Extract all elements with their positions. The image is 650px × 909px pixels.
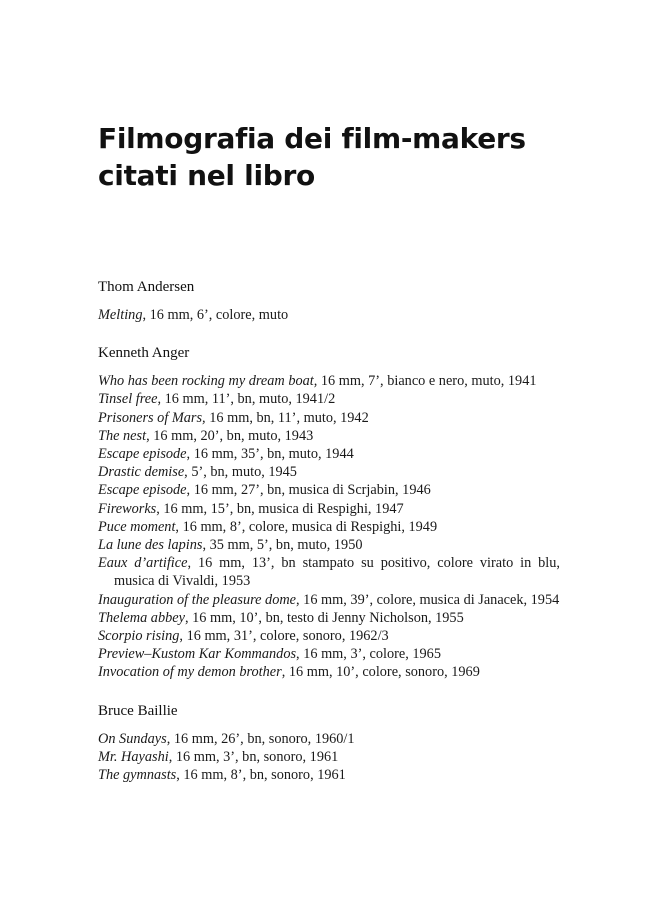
page-title (98, 120, 618, 194)
film-entry (98, 554, 560, 590)
film-details: , 5’, bn, muto, 1945 (184, 464, 297, 481)
film-entry (98, 518, 560, 536)
film-details: , 16 mm, 39’, colore, musica di Janacek, 1954 (296, 591, 560, 608)
film-title: On Sundays (98, 730, 167, 747)
film-title: Escape episode (98, 446, 187, 463)
film-entry (98, 730, 560, 748)
film-title: Tinsel free (98, 391, 158, 408)
film-details: , 16 mm, 10’, colore, sonoro, 1969 (281, 664, 480, 681)
director-name: Bruce Baillie (98, 702, 178, 719)
film-details: , 16 mm, 15’, bn, musica di Respighi, 1947 (156, 500, 404, 517)
director-section (98, 344, 560, 681)
film-title: Mr. Hayashi (98, 748, 169, 765)
film-title: Invocation of my demon brother (98, 664, 282, 681)
film-entry (98, 627, 560, 645)
film-title: Eaux d’artifice (98, 555, 188, 572)
film-entry (98, 748, 560, 766)
film-entry (98, 390, 560, 408)
film-details: , 16 mm, 3’, bn, sonoro, 1961 (168, 748, 339, 765)
film-entry (98, 481, 560, 499)
film-entry (98, 500, 560, 518)
film-details: , 16 mm, 8’, colore, musica di Respighi, 1949 (175, 518, 438, 535)
film-details: , 16 mm, 3’, colore, 1965 (296, 646, 441, 663)
film-entry (98, 536, 560, 554)
filmography-list (98, 278, 560, 804)
film-details: , 16 mm, 26’, bn, sonoro, 1960/1 (166, 730, 355, 747)
page-title-line-1: Filmografia dei film-makers (98, 122, 526, 155)
film-details: , 16 mm, 11’, bn, muto, 1941/2 (157, 391, 336, 408)
film-entry (98, 409, 560, 427)
film-details: 16 mm, bn, 11’, muto, 1942 (205, 409, 369, 426)
film-title: Inauguration of the pleasure dome (98, 591, 297, 608)
film-entry (98, 663, 560, 681)
film-entry (98, 645, 560, 663)
film-title: Escape episode (98, 482, 187, 499)
film-entry (98, 427, 560, 445)
film-entry (98, 766, 560, 784)
film-title: Scorpio rising (98, 628, 180, 645)
film-title: La lune des lapins (98, 537, 203, 554)
film-details: , 16 mm, 20’, bn, muto, 1943 (146, 427, 314, 444)
film-title: Fireworks (98, 500, 157, 517)
film-title: The nest (98, 427, 147, 444)
director-section (98, 278, 560, 324)
film-details: , 16 mm, 8’, bn, sonoro, 1961 (176, 767, 346, 784)
film-title: Preview–Kustom Kar Kommandos (98, 646, 297, 663)
film-entry (98, 306, 560, 324)
page-title-line-2: citati nel libro (98, 159, 315, 192)
film-title: Prisoners of Mars, (98, 409, 206, 426)
film-details: , 16 mm, 10’, bn, testo di Jenny Nicholson, 1955 (184, 609, 464, 626)
film-title: The gymnasts (98, 767, 177, 784)
film-details: , 16 mm, 31’, colore, sonoro, 1962/3 (179, 628, 389, 645)
director-section (98, 702, 560, 785)
film-details: 16 mm, 7’, bianco e nero, muto, 1941 (317, 373, 537, 390)
film-title: Puce moment (98, 518, 176, 535)
film-entry (98, 445, 560, 463)
film-entry (98, 372, 560, 390)
film-entry (98, 609, 560, 627)
film-entry (98, 591, 560, 609)
film-details: , 16 mm, 27’, bn, musica di Scrjabin, 1946 (186, 482, 431, 499)
film-details: , 16 mm, 35’, bn, muto, 1944 (186, 446, 354, 463)
film-title: Thelema abbey (98, 609, 185, 626)
director-name: Thom Andersen (98, 279, 195, 295)
film-title: Who has been rocking my dream boat, (98, 373, 318, 390)
film-details: , 16 mm, 13’, bn stampato su positivo, colore virato in blu, musica di Vivaldi, 1953 (114, 555, 560, 590)
director-name: Kenneth Anger (98, 345, 190, 362)
film-title: Drastic demise (98, 464, 185, 481)
film-details: , 16 mm, 6’, colore, muto (142, 307, 289, 323)
film-entry (98, 463, 560, 481)
film-details: , 35 mm, 5’, bn, muto, 1950 (202, 537, 363, 554)
film-title: Melting (98, 307, 143, 323)
